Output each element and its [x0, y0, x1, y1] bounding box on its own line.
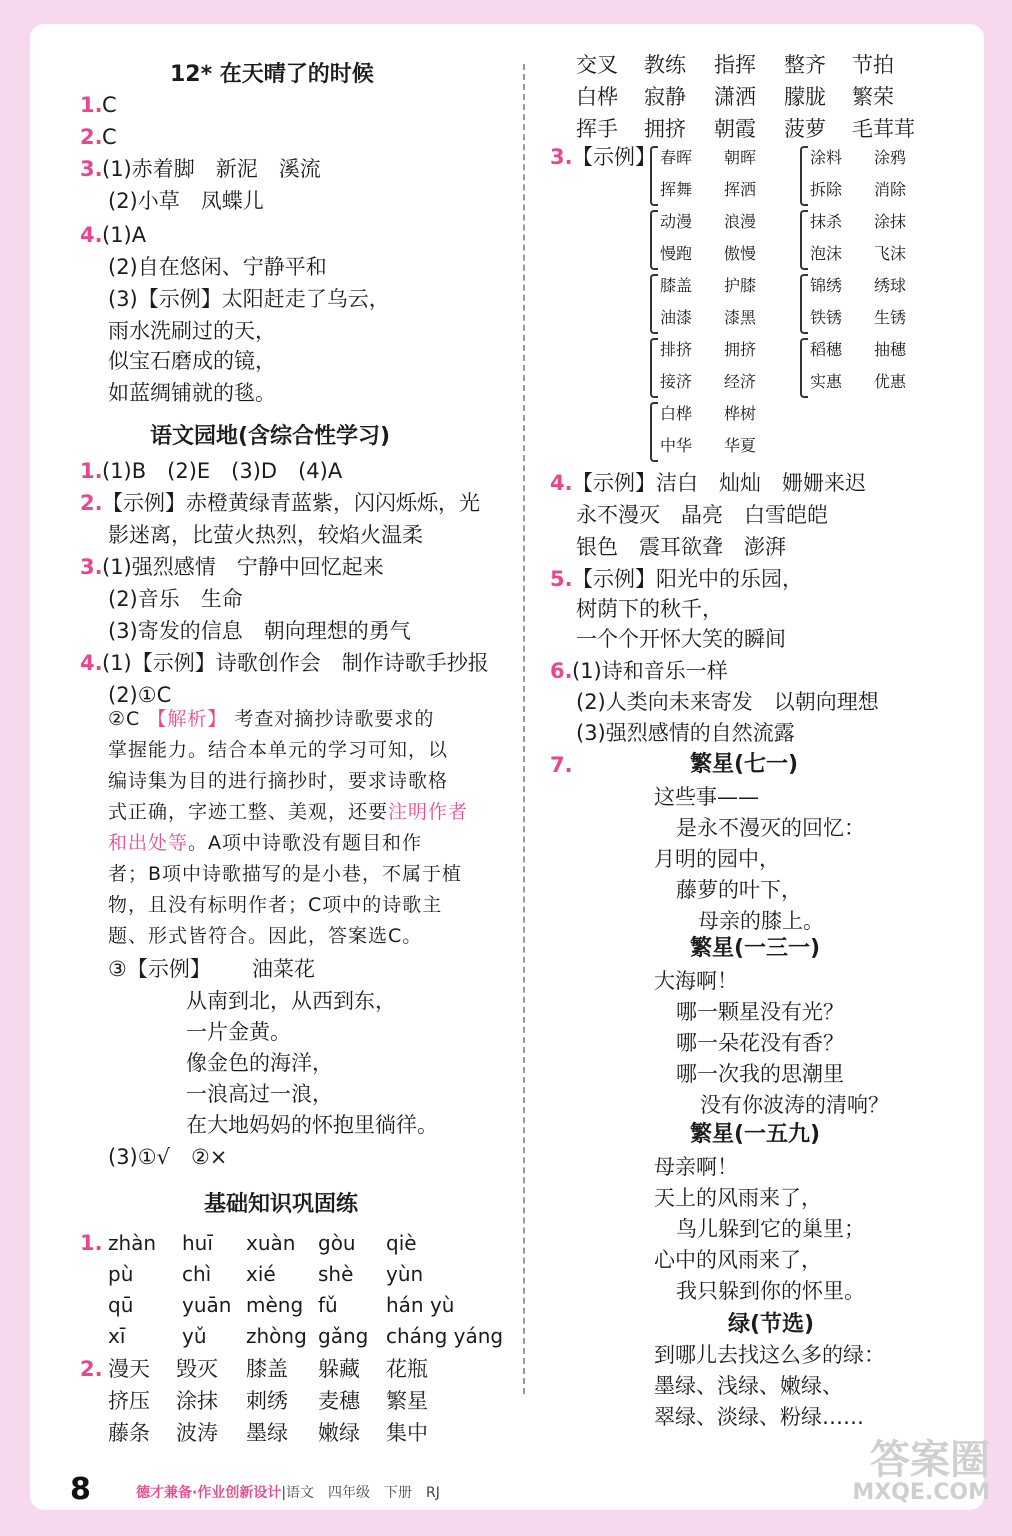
- page-number: 8: [70, 1472, 91, 1507]
- q4-number: 4.: [550, 471, 573, 495]
- brace-icon: [800, 274, 808, 334]
- analysis-line-7: 物，且没有标明作者；C项中的诗歌主: [108, 894, 443, 916]
- poem-line: 藤萝的叶下，: [676, 878, 802, 902]
- brace-icon: [650, 146, 658, 206]
- group-word: 实惠: [810, 372, 843, 391]
- answer-line: (3)强烈感情的自然流露: [576, 721, 795, 745]
- answer-line: (2)自在悠闲、宁静平和: [108, 255, 327, 279]
- watermark-sub: MXQE.COM: [852, 1480, 990, 1505]
- poem-line: 大海啊！: [654, 969, 738, 993]
- group-word: 消除: [874, 180, 907, 199]
- brace-icon: [650, 274, 658, 334]
- garden-title: 语文园地(含综合性学习): [150, 424, 391, 449]
- group-word: 傲慢: [724, 244, 757, 263]
- question-number: 4.: [80, 223, 103, 247]
- poem-line: 这些事——: [654, 785, 759, 809]
- answer-word: 朦胧: [784, 85, 826, 109]
- answer-line: 【示例】阳光中的乐园，: [572, 567, 803, 591]
- poem-131-title: 繁星(一三一): [690, 936, 821, 961]
- brace-icon: [650, 338, 658, 398]
- poem-line: 像金色的海洋，: [186, 1051, 333, 1075]
- brace-icon: [650, 402, 658, 462]
- pinyin-word: mèng: [246, 1293, 304, 1317]
- answer-word: 波涛: [176, 1421, 218, 1445]
- group-word: 拆除: [810, 180, 843, 199]
- pinyin-word: xié: [246, 1262, 276, 1286]
- question-number: 4.: [80, 651, 103, 675]
- answer-line: 树荫下的秋千，: [576, 597, 723, 621]
- pinyin-word: yuān: [182, 1293, 232, 1317]
- group-word: 涂料: [810, 148, 843, 167]
- brace-icon: [800, 338, 808, 398]
- lesson-12-title: 12* 在天晴了的时候: [170, 62, 374, 87]
- answer-line: 雨水洗刷过的天，: [108, 319, 276, 343]
- poem-line: 哪一朵花没有香？: [676, 1031, 844, 1055]
- analysis-highlight: 注明作者: [388, 801, 469, 823]
- answer-word: 指挥: [714, 53, 756, 77]
- group-word: 涂抹: [874, 212, 907, 231]
- group-word: 排挤: [660, 340, 693, 359]
- group-word: 飞沫: [874, 244, 907, 263]
- group-word: 锦绣: [810, 276, 843, 295]
- group-word: 生锈: [874, 308, 907, 327]
- poem-line: 母亲的膝上。: [698, 909, 824, 933]
- answer-word: 寂静: [644, 85, 686, 109]
- answer-word: 潇洒: [714, 85, 756, 109]
- q7-number: 7.: [550, 753, 573, 777]
- q5-number: 5.: [550, 567, 573, 591]
- poem-line: 一片金黄。: [186, 1020, 291, 1044]
- analysis-answer: ②C: [108, 708, 141, 730]
- pinyin-word: gǎng: [318, 1324, 369, 1348]
- pinyin-word: gòu: [318, 1231, 356, 1255]
- pinyin-word: shè: [318, 1262, 354, 1286]
- group-word: 挥洒: [724, 180, 757, 199]
- pinyin-word: qū: [108, 1293, 134, 1317]
- group-word: 白桦: [660, 404, 693, 423]
- q3-label: 【示例】: [572, 145, 656, 169]
- answer-line: (1)B (2)E (3)D (4)A: [102, 459, 343, 483]
- answer-line: 【示例】赤橙黄绿青蓝紫，闪闪烁烁，光: [102, 491, 480, 515]
- poem-line: 翠绿、淡绿、粉绿……: [654, 1405, 864, 1429]
- answer-word: 繁星: [386, 1389, 428, 1413]
- answer-word: 躲藏: [318, 1357, 360, 1381]
- group-word: 油漆: [660, 308, 693, 327]
- answer-line: 似宝石磨成的镜，: [108, 349, 276, 373]
- answer-line: (2)音乐 生命: [108, 587, 243, 611]
- answer-word: 白桦: [576, 85, 618, 109]
- pinyin-word: yǔ: [182, 1324, 207, 1348]
- pinyin-word: huī: [182, 1231, 213, 1255]
- question-number: 2.: [80, 125, 103, 149]
- poem-line: 心中的风雨来了，: [654, 1248, 822, 1272]
- group-word: 抽穗: [874, 340, 907, 359]
- answer-word: 毛茸茸: [852, 117, 915, 141]
- question-number: 1.: [80, 93, 103, 117]
- answer-line: 如蓝绸铺就的毯。: [108, 381, 276, 405]
- poem-line: 母亲啊！: [654, 1155, 738, 1179]
- answer-line: C: [102, 93, 117, 117]
- green-title: 绿(节选): [728, 1312, 815, 1337]
- brace-icon: [800, 146, 808, 206]
- answer-word: 节拍: [852, 53, 894, 77]
- group-word: 华夏: [724, 436, 757, 455]
- brace-icon: [650, 210, 658, 270]
- poem-line: 月明的园中，: [654, 847, 780, 871]
- poem-line: 哪一次我的思潮里: [676, 1062, 844, 1086]
- group-word: 泡沫: [810, 244, 843, 263]
- poem-line: 到哪儿去找这么多的绿：: [654, 1343, 885, 1367]
- group-word: 稻穗: [810, 340, 843, 359]
- pinyin-word: zhòng: [246, 1324, 307, 1348]
- pinyin-word: pù: [108, 1262, 134, 1286]
- analysis-text: 考查对摘抄诗歌要求的: [234, 708, 435, 730]
- watermark-main: 答案圈: [870, 1437, 990, 1483]
- answer-line: 【示例】洁白 灿灿 姗姗来迟: [572, 471, 866, 495]
- group-word: 漆黑: [724, 308, 757, 327]
- analysis-line-4: [108, 797, 468, 827]
- analysis-line-1: [108, 704, 434, 734]
- answer-line: (1)赤着脚 新泥 溪流: [102, 157, 321, 181]
- poem-line: 天上的风雨来了，: [654, 1186, 822, 1210]
- poem-line: 我只躲到你的怀里。: [676, 1279, 865, 1303]
- poem-line: 从南到北，从西到东，: [186, 989, 396, 1013]
- answer-line: (3)【示例】太阳赶走了乌云，: [108, 287, 390, 311]
- q4-3-answer: (3)①√ ②×: [108, 1145, 228, 1169]
- analysis-line-2: 掌握能力。结合本单元的学习可知，以: [108, 739, 449, 761]
- group-word: 挥舞: [660, 180, 693, 199]
- q1-number: 1.: [80, 1231, 103, 1255]
- q6-number: 6.: [550, 659, 573, 683]
- pinyin-word: qiè: [386, 1231, 417, 1255]
- answer-line: (2)人类向未来寄发 以朝向理想: [576, 690, 879, 714]
- poem-71-title: 繁星(七一): [690, 752, 799, 777]
- answer-page: [30, 24, 984, 1510]
- poem-line: 一浪高过一浪，: [186, 1082, 333, 1106]
- analysis-line-6: 者；B项中诗歌描写的是小巷，不属于植: [108, 863, 463, 885]
- example-3-label: ③【示例】: [108, 957, 211, 981]
- footer-info: |语文 四年级 下册 RJ: [281, 1485, 440, 1501]
- answer-word: 麦穗: [318, 1389, 360, 1413]
- pinyin-word: cháng yáng: [386, 1324, 504, 1348]
- analysis-highlight: 和出处等: [108, 832, 189, 854]
- group-word: 朝晖: [724, 148, 757, 167]
- basic-title: 基础知识巩固练: [204, 1192, 359, 1217]
- analysis-line-8: 题、形式皆符合。因此，答案选C。: [108, 925, 423, 947]
- group-word: 涂鸦: [874, 148, 907, 167]
- group-word: 优惠: [874, 372, 907, 391]
- pinyin-word: fǔ: [318, 1293, 338, 1317]
- pinyin-word: chì: [182, 1262, 212, 1286]
- question-number: 1.: [80, 459, 103, 483]
- group-word: 浪漫: [724, 212, 757, 231]
- poem-line: 在大地妈妈的怀抱里徜徉。: [186, 1113, 438, 1137]
- poem-line: 哪一颗星没有光？: [676, 1000, 844, 1024]
- answer-line: (1)【示例】诗歌创作会 制作诗歌手抄报: [102, 651, 489, 675]
- brace-icon: [800, 210, 808, 270]
- poem-line: 鸟儿躲到它的巢里；: [676, 1217, 865, 1241]
- answer-line: 永不漫灭 晶亮 白雪皑皑: [576, 503, 828, 527]
- answer-word: 漫天: [108, 1357, 150, 1381]
- example-3-title: 油菜花: [252, 957, 315, 981]
- analysis-label: 【解析】: [147, 708, 228, 730]
- answer-word: 朝霞: [714, 117, 756, 141]
- pinyin-word: xī: [108, 1324, 126, 1348]
- answer-word: 教练: [644, 53, 686, 77]
- answer-word: 菠萝: [784, 117, 826, 141]
- answer-line: (1)A: [102, 223, 147, 247]
- pinyin-word: zhàn: [108, 1231, 157, 1255]
- answer-line: 影迷离，比萤火热烈，较焰火温柔: [108, 523, 423, 547]
- poem-line: 墨绿、浅绿、嫩绿、: [654, 1374, 843, 1398]
- answer-line: (3)寄发的信息 朝向理想的勇气: [108, 619, 411, 643]
- answer-word: 膝盖: [246, 1357, 288, 1381]
- answer-word: 繁荣: [852, 85, 894, 109]
- answer-word: 墨绿: [246, 1421, 288, 1445]
- answer-line: (1)诗和音乐一样: [572, 659, 728, 683]
- poem-line: 没有你波涛的清响？: [700, 1093, 889, 1117]
- answer-word: 花瓶: [386, 1357, 428, 1381]
- group-word: 接济: [660, 372, 693, 391]
- answer-line: (2)小草 凤蝶儿: [108, 189, 264, 213]
- answer-word: 交叉: [576, 53, 618, 77]
- answer-line: C: [102, 125, 117, 149]
- answer-line: (1)强烈感情 宁静中回忆起来: [102, 555, 384, 579]
- watermark-logo: [840, 1437, 990, 1520]
- group-word: 中华: [660, 436, 693, 455]
- answer-word: 涂抹: [176, 1389, 218, 1413]
- group-word: 抹杀: [810, 212, 843, 231]
- answer-word: 藤条: [108, 1421, 150, 1445]
- answer-word: 嫩绿: [318, 1421, 360, 1445]
- answer-word: 拥挤: [644, 117, 686, 141]
- pinyin-word: xuàn: [246, 1231, 296, 1255]
- group-word: 膝盖: [660, 276, 693, 295]
- group-word: 绣球: [874, 276, 907, 295]
- answer-word: 挤压: [108, 1389, 150, 1413]
- column-divider: [523, 64, 525, 1394]
- q3-number: 3.: [550, 145, 573, 169]
- group-word: 春晖: [660, 148, 693, 167]
- poem-line: 是永不漫灭的回忆：: [676, 816, 865, 840]
- pinyin-word: hán yù: [386, 1293, 455, 1317]
- analysis-text: 式正确，字迹工整、美观，还要: [108, 801, 389, 823]
- group-word: 慢跑: [660, 244, 693, 263]
- pinyin-word: yùn: [386, 1262, 424, 1286]
- footer-brand: 德才兼备·作业创新设计: [136, 1485, 282, 1501]
- group-word: 护膝: [724, 276, 757, 295]
- answer-word: 毁灭: [176, 1357, 218, 1381]
- question-number: 2.: [80, 491, 103, 515]
- analysis-line-5: [108, 828, 422, 858]
- group-word: 动漫: [660, 212, 693, 231]
- answer-word: 刺绣: [246, 1389, 288, 1413]
- group-word: 拥挤: [724, 340, 757, 359]
- q2-number: 2.: [80, 1357, 103, 1381]
- poem-159-title: 繁星(一五九): [690, 1122, 821, 1147]
- answer-line: (2)①C: [108, 683, 172, 707]
- answer-word: 整齐: [784, 53, 826, 77]
- group-word: 铁锈: [810, 308, 843, 327]
- answer-line: 一个个开怀大笑的瞬间: [576, 627, 786, 651]
- group-word: 桦树: [724, 404, 757, 423]
- question-number: 3.: [80, 157, 103, 181]
- analysis-text: 。A项中诗歌没有题目和作: [188, 832, 423, 854]
- group-word: 经济: [724, 372, 757, 391]
- answer-line: 银色 震耳欲聋 澎湃: [576, 535, 786, 559]
- analysis-line-3: 编诗集为目的进行摘抄时，要求诗歌格: [108, 770, 449, 792]
- answer-word: 集中: [386, 1421, 428, 1445]
- answer-word: 挥手: [576, 117, 618, 141]
- page-footer: [136, 1482, 440, 1502]
- question-number: 3.: [80, 555, 103, 579]
